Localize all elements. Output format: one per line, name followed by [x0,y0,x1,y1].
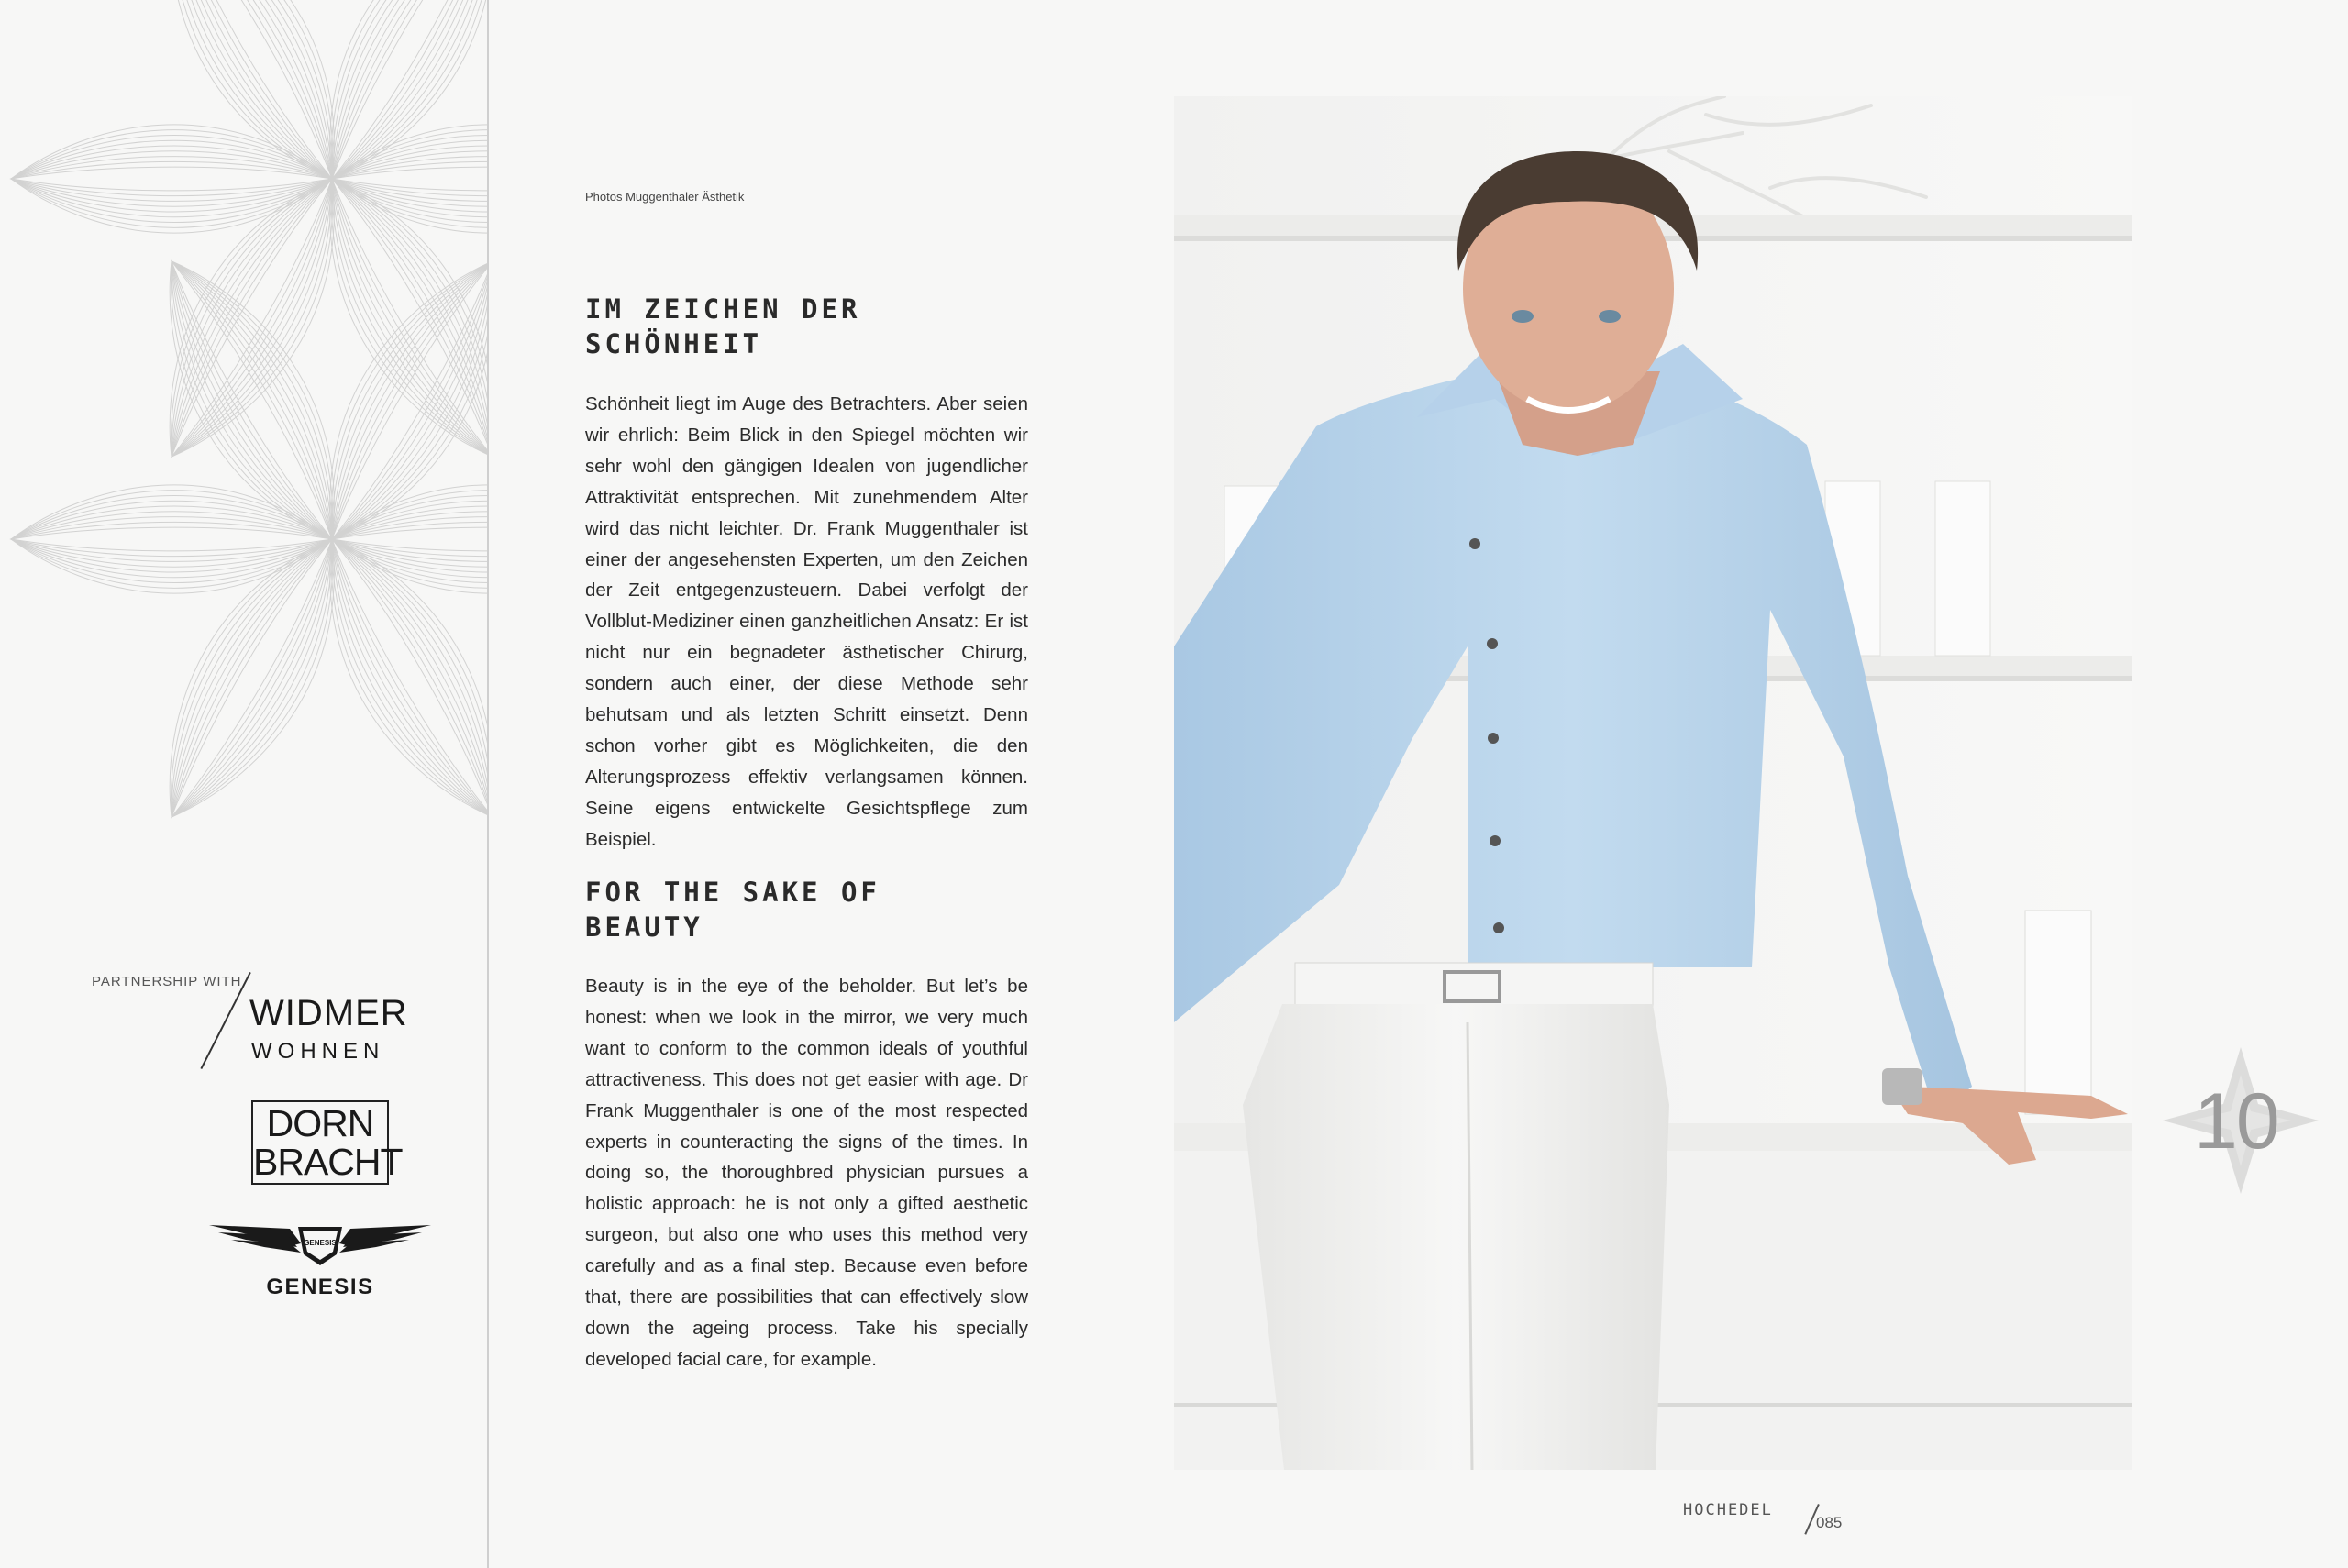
portrait-photo [1174,96,2132,1470]
floral-petal-line [148,525,356,831]
floral-petal-line [11,495,332,582]
floral-petal-line [11,167,332,191]
genesis-wings-logo [209,1220,431,1267]
genesis-label: GENESIS [266,1275,374,1299]
floral-petal-line [129,514,374,841]
floral-petal-line [129,237,374,563]
heading-english-line1: FOR THE SAKE OF [585,877,880,908]
floral-petal-line [332,130,488,228]
portrait-illustration [1174,96,2132,1470]
floral-petal-line [11,491,332,589]
floral-petal-line [161,534,342,823]
floral-petal-line [11,130,332,228]
widmer-wohnen-logo-line1: WIDMER [249,993,408,1033]
page-number-badge: 10 [2194,1077,2278,1165]
floral-petal-line [157,531,347,826]
heading-german [585,292,1062,361]
floral-petal-line [11,151,332,206]
photo-credit: Photos Muggenthaler Ästhetik [585,190,745,204]
floral-petal-line [290,514,488,841]
heading-german-line1: IM ZEICHEN DER [585,293,861,325]
floral-petal-line [332,151,488,206]
body-english: Beauty is in the eye of the beholder. But let’s be honest: when we look in the mirror, we very much want to conform to the common ideals of youthful attractiveness. This does not get easier with age. Dr Frank Muggenthaler is one of the most respected experts in counteracting the signs of the times. In doing so, the thoroughbred physician pursues a holistic approach: he is not only a gifted aesthetic surgeon, but also one who uses this method very carefully and as a final step. Because even before that, there are possibilities that can effectively slow down the ageing process. Take his specially developed facial care, for example. [585,976,1028,1370]
floral-petal-line [332,491,488,589]
partnership-label: PARTNERSHIP WITH [92,974,242,989]
floral-petal-line [129,154,374,480]
footer-page-number: 085 [1816,1514,1843,1531]
floral-petal-line [11,512,332,567]
floral-petal-line [11,527,332,551]
heading-english-line2: BEAUTY [585,911,703,943]
floral-ornament [0,0,488,926]
heading-german-line2: SCHÖNHEIT [585,328,763,359]
genesis-badge-text: GENESIS [304,1239,337,1247]
dornbracht-logo [251,1100,403,1185]
column-divider [487,0,489,1568]
floral-petal-line [148,0,356,193]
dornbracht-logo-line1: DORN [266,1102,374,1144]
dornbracht-logo-line2: BRACHT [253,1141,403,1183]
floral-petal-line [157,0,347,187]
floral-petal-line [11,157,332,202]
floral-petal-line [332,512,488,567]
heading-english [585,875,1062,944]
body-german: Schönheit liegt im Auge des Betrachters. Aber seien wir ehrlich: Beim Blick in den Spiegel möchten wir sehr wohl den gängigen Idealen von jugendlicher Attraktivität entsprechen. Mit zunehmendem Alter wird das nicht leichter. Dr. Frank Muggenthaler ist einer der angesehensten Experten, um den Zeichen der Zeit entgegenzusteuern. Dabei verfolgt der Vollblut-Mediziner einen ganzheitlichen Ansatz: Er ist nicht nur ein begnadeter ästhetischer Chirurg, sondern auch einer, der diese Methode sehr behutsam und als letzten Schritt einsetzt. Denn schon vorher gibt es Möglichkeiten, die den Alterungsprozess effektiv verlangsamen können. Seine eigens entwickelte Gesichtspflege zum Beispiel. [585,393,1028,850]
floral-petal-line [11,135,332,222]
left-panel [0,0,488,1568]
floral-petal-line [317,531,488,826]
footer-magazine-name: HOCHEDEL [1683,1501,1773,1519]
widmer-wohnen-logo-line2: WOHNEN [251,1039,385,1064]
floral-petal-line [11,517,332,562]
floral-petal-line [317,253,488,548]
